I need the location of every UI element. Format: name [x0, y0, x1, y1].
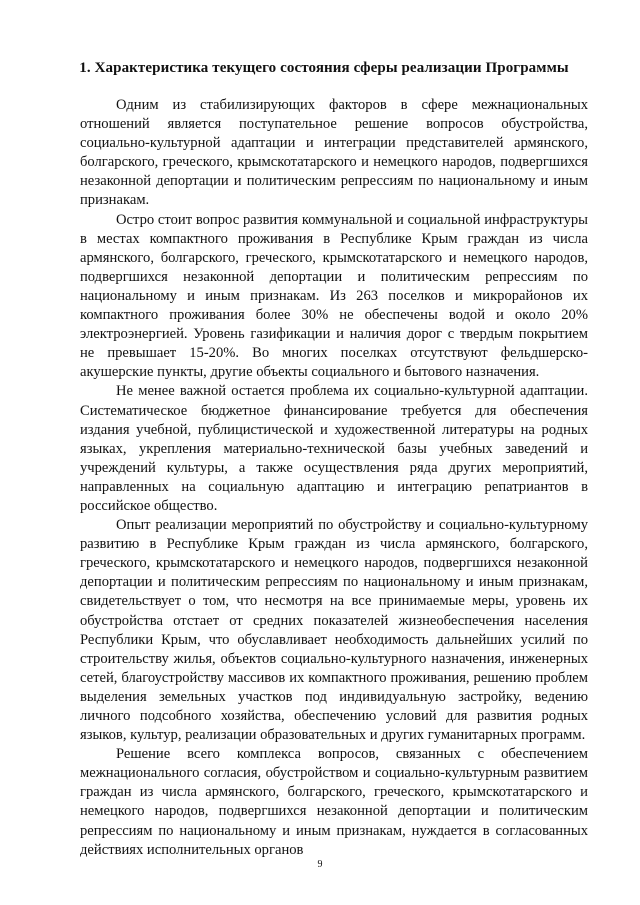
paragraph-1: Одним из стабилизирующих факторов в сфере межнациональных отношений является поступательное решение вопросов обустройства, социально-культурной адаптации и интеграции представителей армянского, болгарского, греческого, крымскотатарского и немецкого народов, подвергшихся незаконной депортации и политическим репрессиям по национальному и иным признакам. [80, 97, 588, 209]
section-heading: 1. Характеристика текущего состояния сферы реализации Программы [79, 60, 569, 76]
body-text [80, 96, 588, 860]
paragraph-4: Опыт реализации мероприятий по обустройству и социально-культурному развитию в Республике Крым граждан из числа армянского, болгарского, греческого, крымскотатарского и немецкого народов, подвергшихся незаконной депортации и политическим репрессиям по национальному и иным признакам, свидетельствует о том, что несмотря на все принимаемые меры, уровень их обустройства отстает от средних показателей жизнеобеспечения населения Республики Крым, что обуславливает необходимость дальнейших усилий по строительству жилья, объектов социально-культурного назначения, инженерных сетей, благоустройству массивов их компактного проживания, решению проблем выделения земельных участков под индивидуальную застройку, ведению личного подсобного хозяйства, обеспечению условий для развития родных языков, культур, реализации образовательных и других гуманитарных программ. [80, 517, 588, 744]
paragraph-3: Не менее важной остается проблема их социально-культурной адаптации. Систематическое бюджетное финансирование требуется для обеспечения издания учебной, публицистической и художественной литературы на родных языках, укрепления материально-технической базы учебных заведений и учреждений культуры, а также осуществления ряда других мероприятий, направленных на социальную адаптацию и интеграцию репатриантов в российское общество. [80, 383, 588, 514]
paragraph-2: Остро стоит вопрос развития коммунальной и социальной инфраструктуры в местах компактного проживания в Республике Крым граждан из числа армянского, болгарского, греческого, крымскотатарского и немецкого народов, подвергшихся незаконной депортации и политическим репрессиям по национальному и иным признакам. Из 263 поселков и микрорайонов их компактного проживания более 30% не обеспечены водой и около 20% электроэнергией. Уровень газификации и наличия дорог с твердым покрытием не превышает 15-20%. Во многих поселках отсутствуют фельдшерско-акушерские пункты, другие объекты социального и бытового назначения. [80, 211, 588, 381]
paragraph-5: Решение всего комплекса вопросов, связанных с обеспечением межнационального согласия, обустройством и социально-культурным развитием граждан из числа армянского, болгарского, греческого, крымскотатарского и немецкого народов, подвергшихся незаконной депортации и политическим репрессиям по национальному и иным признакам, нуждается в согласованных действиях исполнительных органов [80, 746, 588, 858]
page-number: 9 [317, 859, 323, 870]
